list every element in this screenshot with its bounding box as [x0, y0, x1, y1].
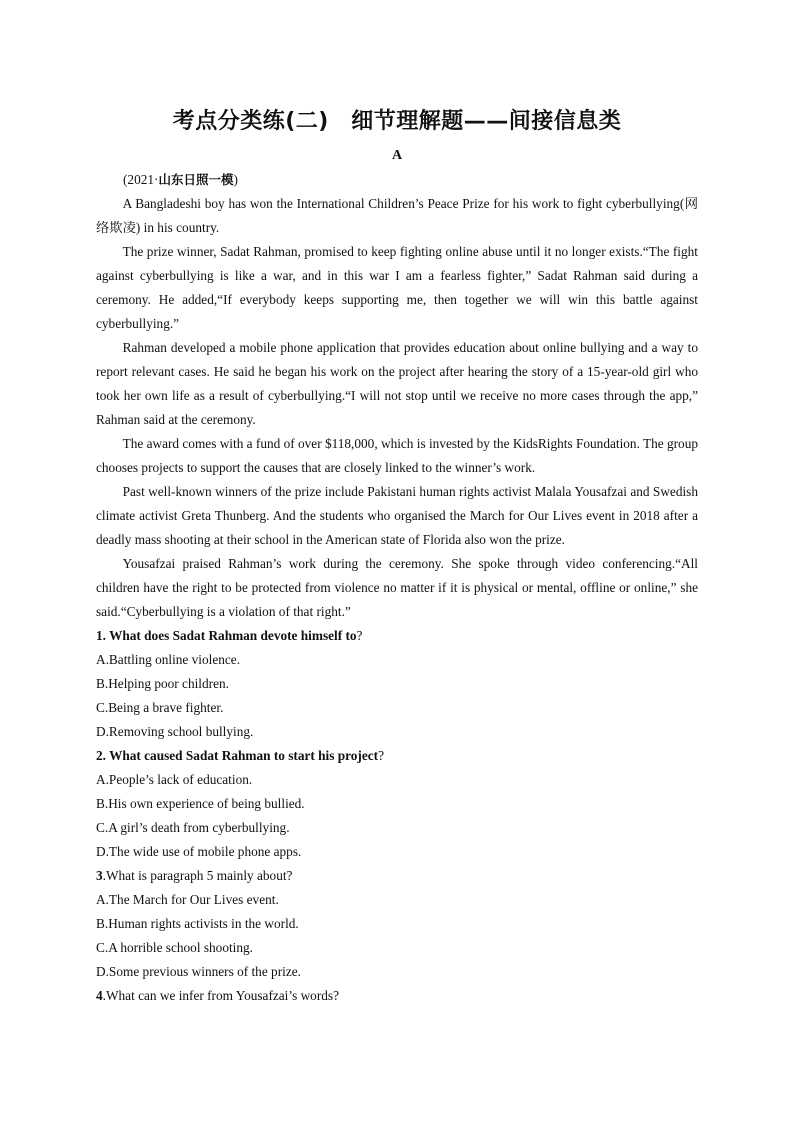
- option: D.Some previous winners of the prize.: [96, 964, 301, 979]
- question-stem: .What is paragraph 5 mainly about?: [102, 868, 293, 883]
- question-2: [96, 744, 698, 768]
- question-3: [96, 864, 698, 888]
- paragraph: The award comes with a fund of over $118,000, which is invested by the KidsRights Foundation. The group chooses projects to support the causes that are closely linked to the winner’s work.: [96, 436, 698, 475]
- option: C.Being a brave fighter.: [96, 700, 224, 715]
- source-place: 山东日照一模: [158, 172, 234, 187]
- paragraph: The prize winner, Sadat Rahman, promised to keep fighting online abuse until it no longer exists.“The fight against cyberbullying is like a war, and in this war I am a fearless fighter,” Sadat Rahman said during a ceremony. He added,“If everybody keeps supporting me, then together we will win this battle against cyberbullying.”: [96, 244, 698, 331]
- question-number: 2: [96, 748, 103, 763]
- source-prefix: (2021·: [123, 172, 159, 187]
- question-number: 4: [96, 988, 103, 1003]
- option: D.Removing school bullying.: [96, 724, 254, 739]
- option: C.A girl’s death from cyberbullying.: [96, 820, 290, 835]
- option: A.The March for Our Lives event.: [96, 892, 279, 907]
- source-suffix: ): [233, 172, 238, 187]
- source-note: [96, 168, 698, 192]
- question-1: [96, 624, 698, 648]
- question-stem: . What caused Sadat Rahman to start his project: [102, 748, 379, 763]
- option: A.Battling online violence.: [96, 652, 241, 667]
- question-mark: ?: [356, 628, 363, 643]
- question-stem: .What can we infer from Yousafzai’s words?: [102, 988, 339, 1003]
- page-title: 考点分类练(二) 细节理解题——间接信息类: [172, 109, 622, 134]
- option: B.Human rights activists in the world.: [96, 916, 299, 931]
- paragraph: A Bangladeshi boy has won the International Children’s Peace Prize for his work to fight cyberbullying(网络欺凌) in his country.: [96, 196, 698, 235]
- option: D.The wide use of mobile phone apps.: [96, 844, 302, 859]
- question-4: [96, 984, 698, 1008]
- section-label: A: [391, 148, 403, 163]
- question-stem: . What does Sadat Rahman devote himself to: [102, 628, 357, 643]
- document-body: [96, 168, 698, 1008]
- question-mark: ?: [378, 748, 384, 763]
- question-number: 1: [96, 628, 103, 643]
- paragraph: Yousafzai praised Rahman’s work during the ceremony. She spoke through video conferencing.“All children have the right to be protected from violence no matter if it is physical or mental, offline or online,” she said.“Cyberbullying is a violation of that right.”: [96, 556, 698, 619]
- option: B.His own experience of being bullied.: [96, 796, 305, 811]
- question-number: 3: [96, 868, 103, 883]
- option: B.Helping poor children.: [96, 676, 229, 691]
- paragraph: Rahman developed a mobile phone application that provides education about online bullying and a way to report relevant cases. He said he began his work on the project after hearing the story of a 15-year-old girl who took her own life as a result of cyberbullying.“I will not stop until we receive no more cases through the app,” Rahman said at the ceremony.: [96, 340, 698, 427]
- paragraph: Past well-known winners of the prize include Pakistani human rights activist Malala Yousafzai and Swedish climate activist Greta Thunberg. And the students who organised the March for Our Lives event in 2018 after a deadly mass shooting at their school in the American state of Florida also won the prize.: [96, 484, 698, 547]
- option: A.People’s lack of education.: [96, 772, 253, 787]
- option: C.A horrible school shooting.: [96, 940, 253, 955]
